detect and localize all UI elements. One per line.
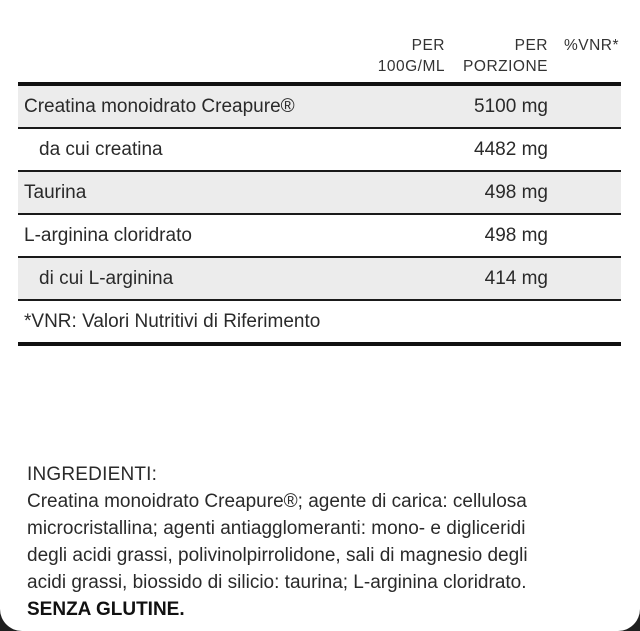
footnote: *VNR: Valori Nutritivi di Riferimento — [24, 311, 321, 332]
header-vnr: %VNR* — [563, 37, 619, 54]
row-label: di cui L-arginina — [39, 268, 174, 289]
ingredients-title: INGREDIENTI: — [27, 464, 158, 485]
row-label: Creatina monoidrato Creapure® — [24, 96, 295, 117]
table-row — [18, 86, 621, 129]
table-header — [18, 30, 621, 86]
table-row — [18, 129, 621, 172]
table-row — [18, 215, 621, 258]
row-value: 4482 mg — [474, 139, 548, 160]
row-label: Taurina — [24, 182, 87, 203]
nutrition-table — [18, 30, 621, 346]
row-value: 5100 mg — [474, 96, 548, 117]
table-row — [18, 258, 621, 301]
ingredients-line: Creatina monoidrato Creapure®; agente di carica: cellulosa — [27, 491, 527, 512]
ingredients-line: microcristallina; agenti antiagglomeranti: mono- e digliceridi — [27, 518, 526, 539]
ingredients-section — [27, 461, 617, 623]
table-footnote-row — [18, 301, 621, 346]
row-value: 498 mg — [484, 225, 548, 246]
table-row — [18, 172, 621, 215]
row-value: 498 mg — [484, 182, 548, 203]
ingredients-line: acidi grassi, biossido di silicio: taurina; L-arginina cloridrato. — [27, 572, 527, 593]
header-per-100g: PER 100G/ML — [377, 37, 445, 75]
row-label: da cui creatina — [39, 139, 163, 160]
ingredients-line: degli acidi grassi, polivinolpirrolidone, sali di magnesio degli — [27, 545, 528, 566]
gluten-free-note: SENZA GLUTINE. — [27, 599, 185, 620]
row-value: 414 mg — [484, 268, 548, 289]
row-label: L-arginina cloridrato — [24, 225, 192, 246]
header-per-portion: PER PORZIONE — [463, 37, 548, 75]
